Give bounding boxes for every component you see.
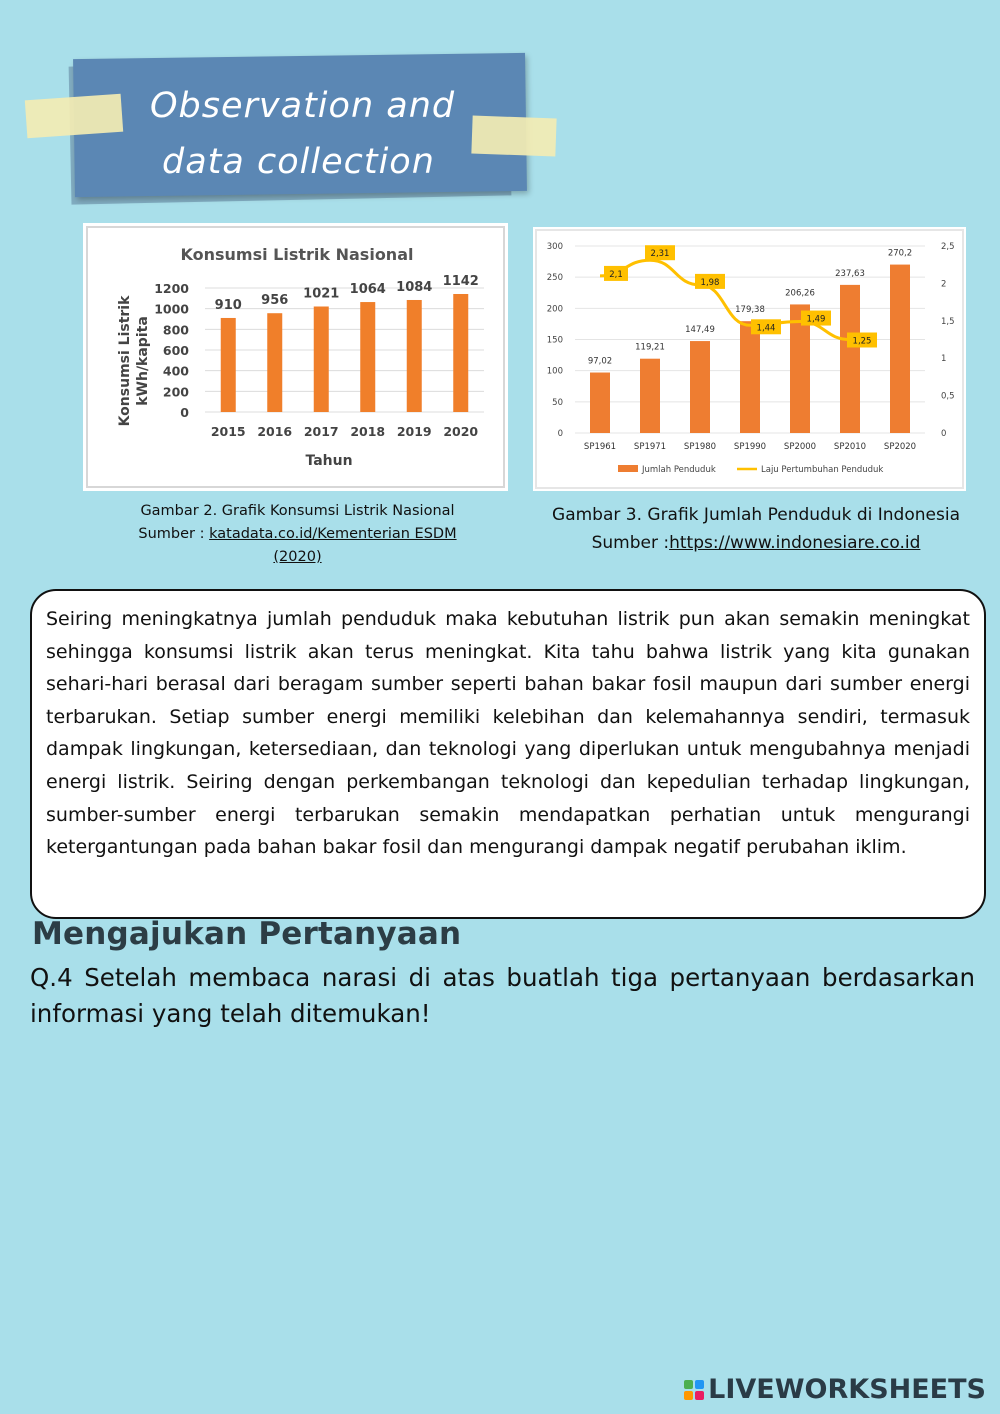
chart1-bar: [314, 306, 329, 412]
chart2-bar-label: 119,21: [635, 342, 665, 353]
chart2-xtick: SP2020: [883, 442, 917, 452]
chart1-value-label: 956: [261, 293, 289, 309]
chart2-bar-label: 179,38: [735, 305, 765, 316]
chart1-bar: [360, 302, 375, 412]
chart2-right-tick: 2,5: [941, 242, 955, 252]
narrative-box: [30, 589, 986, 919]
chart2-bar: [690, 341, 710, 433]
figure1-source-year: (2020): [273, 549, 322, 565]
chart1-bar: [221, 318, 236, 412]
chart2-xtick: SP2010: [833, 442, 867, 452]
figure1-caption: [110, 500, 485, 569]
chart1-ytick: 1200: [154, 281, 189, 296]
chart1-ytick: 0: [180, 405, 189, 420]
figure2-source-prefix: Sumber :: [591, 533, 670, 553]
chart2-line-label: 1,44: [756, 323, 776, 334]
logo-square: [684, 1380, 693, 1389]
chart2-bar-label: 237,63: [835, 268, 865, 279]
chart2-bar-label: 97,02: [587, 356, 613, 367]
chart1-bar: [453, 294, 468, 412]
chart2-bar: [840, 285, 860, 433]
chart2-left-tick: 0: [557, 429, 563, 439]
chart1-ytick: 1000: [154, 301, 189, 317]
figure2-caption-title: Gambar 3. Grafik Jumlah Penduduk di Indonesia: [552, 505, 960, 525]
chart2-right-tick: 0,5: [941, 391, 955, 402]
chart1-value-label: 1064: [349, 282, 386, 298]
figure2-caption: [520, 501, 992, 557]
chart2-line-label: 2,31: [650, 249, 670, 260]
chart1-title: Konsumsi Listrik Nasional: [180, 245, 414, 264]
chart2-xtick: SP1971: [633, 442, 667, 452]
page-title-line1: Observation and: [150, 86, 456, 126]
chart1-xtick: 2015: [210, 424, 246, 439]
chart2-bar: [740, 321, 760, 433]
chart1-ylabel-line1: Konsumsi Listrik: [117, 295, 133, 427]
chart2-svg: [533, 227, 966, 491]
chart1-value-label: 1021: [303, 286, 340, 302]
logo-square: [695, 1391, 704, 1400]
chart2-xtick: SP1990: [733, 442, 767, 452]
chart1-value-label: 910: [214, 297, 242, 313]
chart2-xtick: SP2000: [783, 442, 817, 452]
chart2-xtick: SP1980: [683, 442, 717, 452]
chart2-bar: [640, 359, 660, 433]
logo-square: [695, 1380, 704, 1389]
chart1-ytick: 400: [162, 363, 189, 379]
chart2-left-tick: 300: [546, 242, 563, 252]
chart2-left-tick: 200: [546, 304, 563, 315]
chart2-left-tick: 150: [546, 335, 563, 346]
chart2-bar-label: 206,26: [785, 288, 815, 299]
chart2-left-tick: 100: [546, 366, 563, 377]
chart1-xtick: 2016: [257, 424, 293, 439]
chart2-left-tick: 250: [546, 273, 563, 284]
legend-line-label: Laju Pertumbuhan Penduduk: [761, 465, 884, 475]
page-title-line2: data collection: [162, 142, 435, 182]
chart2-bar-label: 270,2: [887, 248, 913, 259]
population-chart: [533, 227, 966, 491]
chart1-xtick: 2019: [396, 424, 432, 439]
question-text: Q.4 Setelah membaca narasi di atas buatlah tiga pertanyaan berdasarkan informasi yang telah ditemukan!: [30, 963, 975, 1028]
chart1-svg: [83, 223, 508, 491]
chart2-bar-label: 147,49: [685, 325, 715, 336]
chart2-line-label: 1,49: [806, 314, 826, 325]
chart2-line-label: 2,1: [609, 269, 623, 280]
logo-square: [684, 1391, 693, 1400]
tape-right: [471, 116, 556, 157]
brand-name: LIVEWORKSHEETS: [708, 1374, 986, 1405]
chart1-ytick: 600: [162, 343, 189, 358]
chart2-right-tick: 1: [941, 354, 947, 365]
electricity-consumption-chart: [83, 223, 508, 491]
chart1-bar: [267, 313, 282, 412]
chart2-right-tick: 0: [941, 429, 947, 439]
chart1-ytick: 200: [162, 384, 189, 400]
chart2-left-tick: 50: [552, 397, 563, 408]
section-heading: Mengajukan Pertanyaan: [32, 916, 462, 952]
page-title: [150, 78, 470, 190]
narrative-text: Seiring meningkatnya jumlah penduduk maka kebutuhan listrik pun akan semakin meningkat sehingga konsumsi listrik akan terus meningkat. Kita tahu bahwa listrik yang kita gunakan sehari-hari berasal dari beragam sumber seperti bahan bakar fosil maupun dari sumber energi terbarukan. Setiap sumber energi memiliki kelebihan dan kelemahannya sendiri, termasuk dampak lingkungan, ketersediaan, dan teknologi yang diperlukan untuk mengubahnya menjadi energi listrik. Seiring dengan perkembangan teknologi dan kepedulian terhadap lingkungan, sumber-sumber energi terbarukan semakin mendapatkan perhatian untuk mengurangi ketergantungan pada bahan bakar fosil dan mengurangi dampak negatif perubahan iklim.: [46, 608, 970, 859]
chart1-xtick: 2018: [350, 424, 386, 439]
chart2-line-label: 1,25: [852, 336, 872, 347]
chart2-right-tick: 2: [941, 279, 947, 290]
figure1-caption-title: Gambar 2. Grafik Konsumsi Listrik Nasional: [140, 503, 455, 519]
chart1-value-label: 1084: [396, 279, 433, 295]
chart2-bar: [890, 265, 910, 433]
chart1-xtick: 2020: [443, 424, 479, 439]
chart2-growth-line: [600, 260, 850, 339]
figure2-source-link[interactable]: https://www.indonesiare.co.id: [669, 533, 921, 553]
chart1-ylabel-line2: kWh/kapita: [135, 316, 151, 406]
liveworksheets-logo-icon: [684, 1380, 704, 1400]
chart1-xtick: 2017: [303, 424, 339, 439]
chart2-xtick: SP1961: [583, 442, 617, 452]
tape-left: [25, 94, 123, 139]
figure1-source-link[interactable]: katadata.co.id/Kementerian ESDM: [209, 526, 457, 542]
liveworksheets-logo: [684, 1374, 986, 1405]
legend-bar-label: Jumlah Penduduk: [642, 465, 716, 475]
chart2-line-label: 1,98: [700, 277, 720, 288]
chart1-bar: [407, 300, 422, 412]
chart1-xlabel: Tahun: [305, 453, 353, 469]
chart2-right-tick: 1,5: [941, 316, 955, 327]
chart1-value-label: 1142: [442, 273, 479, 289]
chart1-ytick: 800: [162, 322, 189, 338]
legend-bar-swatch: [618, 465, 638, 472]
chart2-bar: [590, 373, 610, 433]
figure1-source-prefix: Sumber :: [138, 526, 210, 542]
